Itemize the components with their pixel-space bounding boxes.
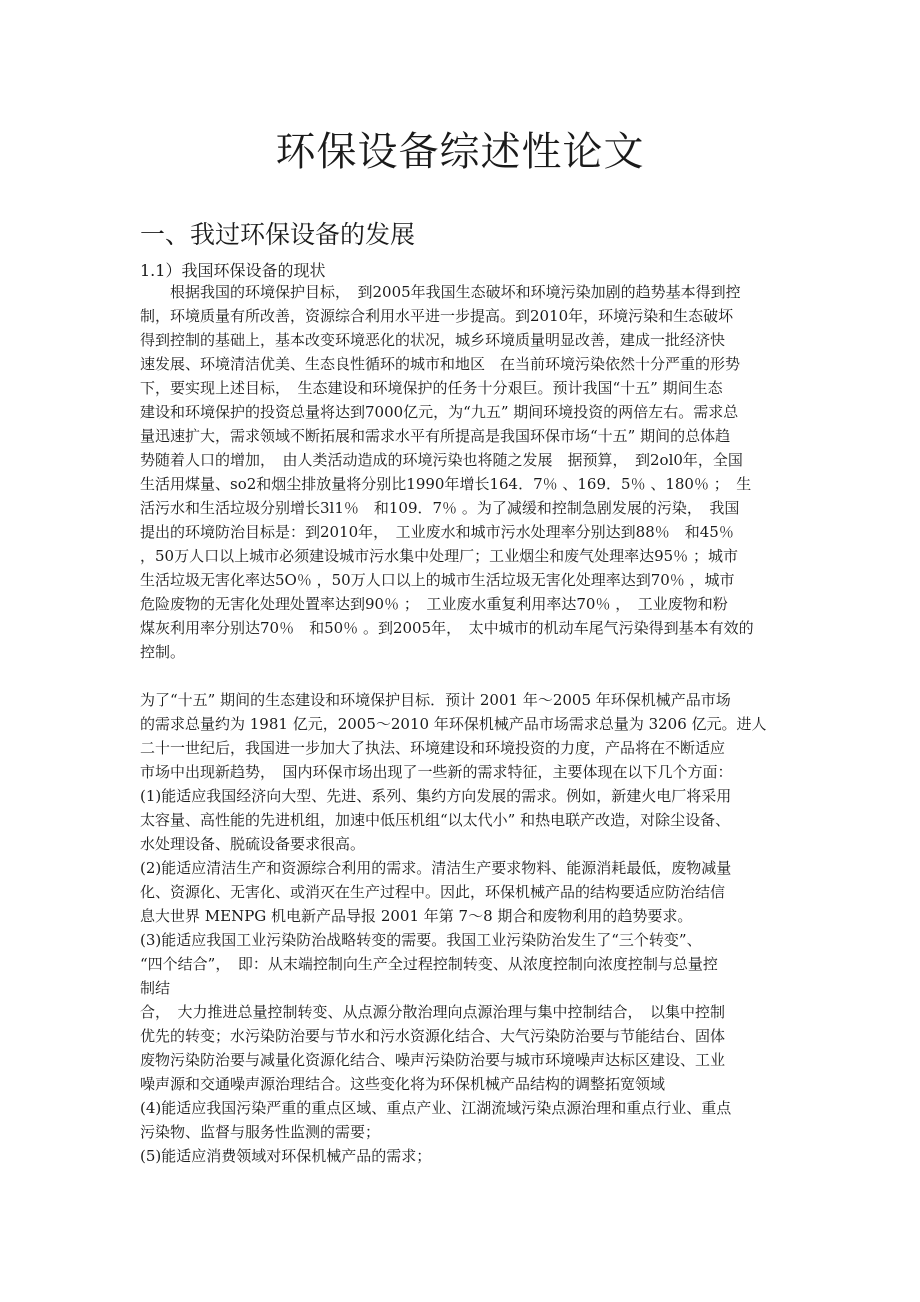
paragraph-1-line: ，50万人口以上城市必须建设城市污水集中处理厂；工业烟尘和废气处理率达95％ ；城市 bbox=[140, 547, 738, 565]
paragraph-1-line: 得到控制的基础上，基本改变环境恶化的状况，城乡环境质量明显改善，建成一批经济快 bbox=[140, 331, 726, 349]
paragraph-2-line: 为了“十五” 期间的生态建设和环境保护目标．预计 2001 年～2005 年环保机械产品市场 bbox=[140, 691, 731, 709]
paragraph-1-line: 生活垃圾无害化率达5O％ ，50万人口以上的城市生活垃圾无害化处理率达到70％ ，城市 bbox=[140, 571, 735, 589]
list-item-3-line: 合， 大力推进总量控制转变、从点源分散治理向点源治理与集中控制结合， 以集中控制 bbox=[140, 1003, 726, 1021]
paragraph-1-line: 生活用煤量、so2和烟尘排放量将分别比1990年增长164．7％ 、169．5％ 、180％ ； 生 bbox=[140, 475, 752, 493]
paragraph-1-line: 速发展、环境清洁优美、生态良性循环的城市和地区 在当前环境污染依然十分严重的形势 bbox=[140, 355, 741, 373]
paragraph-1-line: 煤灰利用率分别达70％ 和50％ 。到2005年， 太中城市的机动车尾气污染得到基本有效的 bbox=[140, 619, 754, 637]
list-item-1-line: 水处理设备、脱硫设备要求很高。 bbox=[140, 835, 366, 853]
list-item-3-line: “四个结合”， 即：从末端控制向生产全过程控制转变、从浓度控制向浓度控制与总量控 bbox=[140, 955, 718, 973]
list-item-1-line: (1)能适应我国经济向大型、先进、系列、集约方向发展的需求。例如，新建火电厂将采用 bbox=[140, 787, 732, 805]
list-item-1-line: 太容量、高性能的先进机组，加速中低压机组“以太代小” 和热电联产改造，对除尘设备、 bbox=[140, 811, 731, 829]
list-item-2-line: 息大世界 MENPG 机电新产品导报 2001 年第 7～8 期合和废物利用的趋势要求。 bbox=[140, 907, 693, 925]
paragraph-2-line: 二十一世纪后，我国进一步加大了执法、环境建设和环境投资的力度，产品将在不断适应 bbox=[140, 739, 726, 757]
paragraph-1-line: 制，环境质量有所改善，资源综合利用水平进一步提高。到2010年，环境污染和生态破坏 bbox=[140, 307, 734, 325]
list-item-3-line: 废物污染防治要与减量化资源化结合、噪声污染防治要与城市环境噪声达标区建设、工业 bbox=[140, 1051, 726, 1069]
list-item-3-line: 优先的转变；水污染防治要与节水和污水资源化结合、大气污染防治要与节能结台、固体 bbox=[140, 1027, 726, 1045]
paragraph-1-line: 量迅速扩大，需求领域不断拓展和需求水平有所提高是我国环保市场“十五” 期间的总体趋 bbox=[140, 427, 731, 445]
paragraph-2 bbox=[140, 688, 800, 1168]
paragraph-1-line: 危险废物的无害化处理处置率达到90％ ； 工业废水重复利用率达70％ ， 工业废物和粉 bbox=[140, 595, 728, 613]
paragraph-1-line: 活污水和生活垃圾分别增长3l1％ 和109．7％ 。为了减缓和控制急剧发展的污染， 我国 bbox=[140, 499, 740, 517]
list-item-3-line: 噪声源和交通噪声源治理结合。这些变化将为环保机械产品结构的调整拓宽领域 bbox=[140, 1075, 666, 1093]
paragraph-1-line: 提出的环境防治目标是：到2010年， 工业废水和城市污水处理率分别达到88％ 和45％ bbox=[140, 523, 734, 541]
list-item-4-line: (4)能适应我国污染严重的重点区域、重点产业、江湖流域污染点源治理和重点行业、重点 bbox=[140, 1099, 732, 1117]
paragraph-2-line: 市场中出现新趋势， 国内环保市场出现了一些新的需求特征，主要体现在以下几个方面： bbox=[140, 763, 733, 781]
subsection-heading: 1.1）我国环保设备的现状 bbox=[140, 261, 326, 280]
paragraph-1-line: 根据我国的环境保护目标， 到2005年我国生态破坏和环境污染加剧的趋势基本得到控 bbox=[140, 283, 741, 301]
list-item-3-line: (3)能适应我国工业污染防治战略转变的需要。我国工业污染防治发生了“三个转变”、 bbox=[140, 931, 702, 949]
paragraph-1-line: 控制。 bbox=[140, 643, 186, 661]
paragraph-1-line: 建设和环境保护的投资总量将达到7000亿元，为“九五” 期间环境投资的两倍左右。需求总 bbox=[140, 403, 739, 421]
document-title: 环保设备综述性论文 bbox=[275, 129, 645, 175]
list-item-5-line: (5)能适应消费领域对环保机械产品的需求； bbox=[140, 1147, 432, 1165]
list-item-2-line: 化、资源化、无害化、或消灭在生产过程中。因此，环保机械产品的结构要适应防治结信 bbox=[140, 883, 726, 901]
list-item-3-line: 制结 bbox=[140, 979, 171, 997]
list-item-2-line: (2)能适应清洁生产和资源综合利用的需求。清洁生产要求物料、能源消耗最低，废物减量 bbox=[140, 859, 732, 877]
paragraph-1 bbox=[140, 280, 800, 664]
paragraph-1-line: 势随着人口的增加， 由人类活动造成的环境污染也将随之发展 据预算， 到2ol0年，全国 bbox=[140, 451, 743, 469]
paragraph-1-line: 下，要实现上述目标， 生态建设和环境保护的任务十分艰巨。预计我国“十五” 期间生态 bbox=[140, 379, 723, 397]
paragraph-2-line: 的需求总量约为 1981 亿元，2005～2010 年环保机械产品市场需求总量为 3206 亿元。进人 bbox=[140, 715, 767, 733]
list-item-4-line: 污染物、监督与服务性监测的需要； bbox=[140, 1123, 381, 1141]
section-heading: 一、我过环保设备的发展 bbox=[140, 220, 416, 249]
